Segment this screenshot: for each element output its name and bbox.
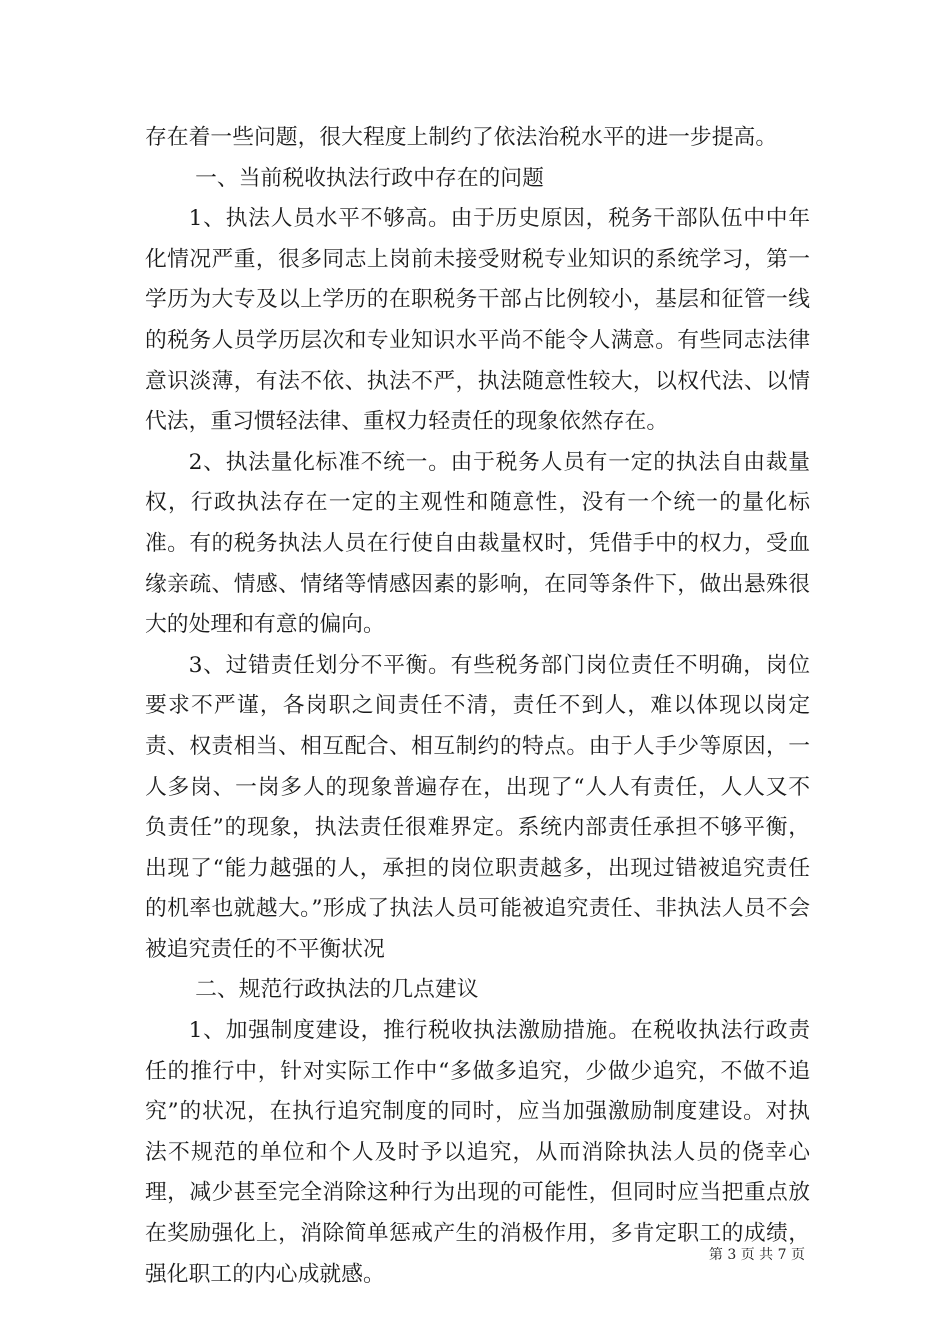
paragraph-problem-2: 2、执法量化标准不统一。由于税务人员有一定的执法自由裁量权，行政执法存在一定的主观性和随意性，没有一个统一的量化标准。有的税务执法人员在行使自由裁量权时，凭借手中的权力，受血缘亲疏、情感、情绪等情感因素的影响，在同等条件下，做出悬殊很大的处理和有意的偏向。: [145, 449, 810, 638]
document-body: [145, 118, 810, 1295]
paragraph-suggestion-1: 1、加强制度建设，推行税收执法激励措施。在税收执法行政责任的推行中，针对实际工作中“多做多追究，少做少追究，不做不追究”的状况，在执行追究制度的同时，应当加强激励制度建设。对执法不规范的单位和个人及时予以追究，从而消除执法人员的侥幸心理，减少甚至完全消除这种行为出现的可能性，但同时应当把重点放在奖励强化上，消除简单惩戒产生的消极作用，多肯定职工的成绩，强化职工的内心成就感。: [145, 1018, 810, 1287]
paragraph-problem-3: 3、过错责任划分不平衡。有些税务部门岗位责任不明确，岗位要求不严谨，各岗职之间责任不清，责任不到人，难以体现以岗定责、权责相当、相互配合、相互制约的特点。由于人手少等原因，一人多岗、一岗多人的现象普遍存在，出现了“人人有责任，人人又不负责任”的现象，执法责任很难界定。系统内部责任承担不够平衡，出现了“能力越强的人，承担的岗位职责越多，出现过错被追究责任的机率也就越大。”形成了执法人员可能被追究责任、非执法人员不会被追究责任的不平衡状况: [145, 652, 810, 962]
section-heading-suggestions: 二、规范行政执法的几点建议: [195, 977, 479, 1003]
page-number: 第 3 页 共 7 页: [708, 1247, 805, 1263]
paragraph-continuation: 存在着一些问题，很大程度上制约了依法治税水平的进一步提高。: [145, 125, 778, 150]
paragraph-problem-1: 1、执法人员水平不够高。由于历史原因，税务干部队伍中中年化情况严重，很多同志上岗前未接受财税专业知识的系统学习，第一学历为大专及以上学历的在职税务干部占比例较小，基层和征管一线的税务人员学历层次和专业知识水平尚不能令人满意。有些同志法律意识淡薄，有法不依、执法不严，执法随意性较大，以权代法、以情代法，重习惯轻法律、重权力轻责任的现象依然存在。: [145, 206, 810, 435]
section-heading-problems: 一、当前税收执法行政中存在的问题: [195, 165, 544, 191]
